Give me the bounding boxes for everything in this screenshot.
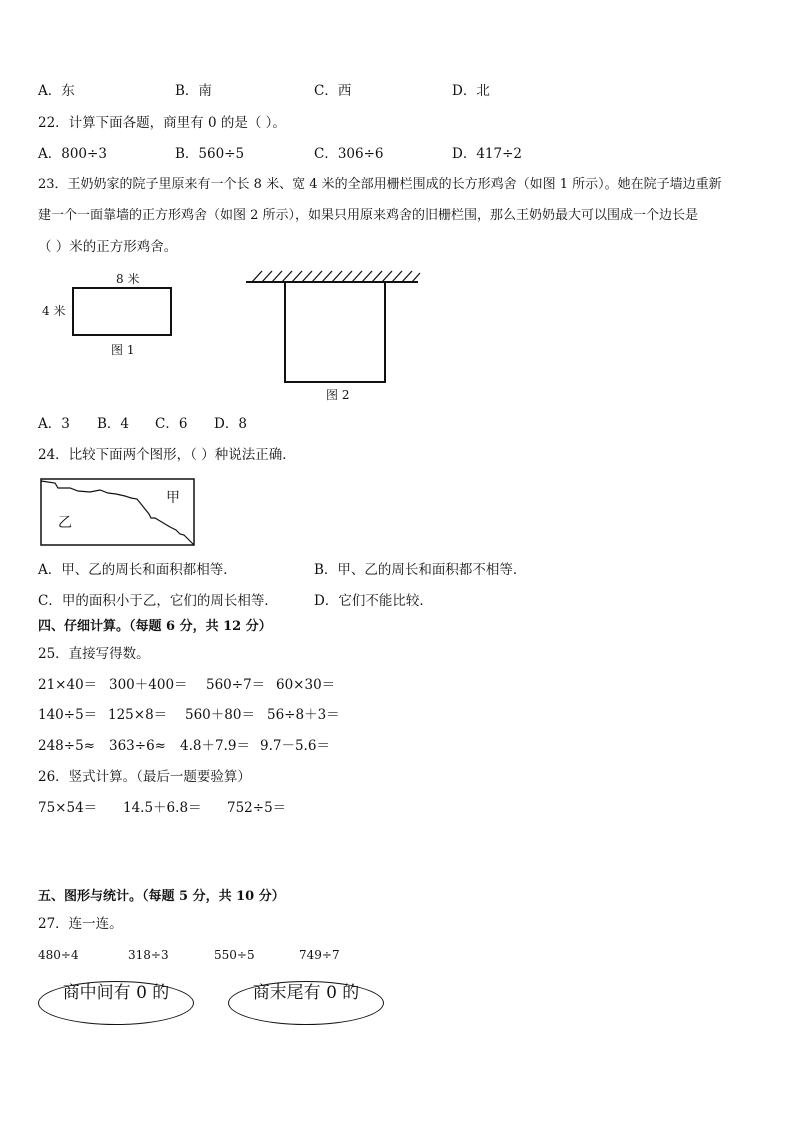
q25-item: 4.8＋7.9＝ <box>180 738 250 754</box>
q25-stem: 25．直接写得数。 <box>38 646 150 662</box>
q25-item: 560÷7＝ <box>206 677 266 693</box>
q23-option-c: C．6 <box>155 416 188 432</box>
fig1-width-label: 4 米 <box>42 304 66 318</box>
q25-item: 9.7－5.6＝ <box>260 738 330 754</box>
q27-item: 749÷7 <box>299 948 340 962</box>
q27-item: 550÷5 <box>214 948 255 962</box>
q25-item: 60×30＝ <box>276 677 336 693</box>
q25-item: 125×8＝ <box>108 707 168 723</box>
q27-oval-middle-zero[interactable] <box>38 981 194 1025</box>
q24-label-jia: 甲 <box>166 490 180 506</box>
q22-option-a: A．800÷3 <box>38 146 107 162</box>
q22-option-c: C．306÷6 <box>314 146 384 162</box>
q21-option-c: C．西 <box>314 83 352 99</box>
q27-item: 318÷3 <box>128 948 169 962</box>
q27-stem: 27．连一连。 <box>38 916 123 932</box>
q27-oval-trailing-zero[interactable] <box>228 981 384 1025</box>
q24-option-d: D．它们不能比较． <box>314 593 433 609</box>
fig2-caption: 图 2 <box>326 388 350 402</box>
q23-option-b: B．4 <box>97 416 130 432</box>
q25-item: 560＋80＝ <box>185 707 255 723</box>
q27-item: 480÷4 <box>38 948 79 962</box>
q24-label-yi: 乙 <box>58 515 72 531</box>
q24-stem: 24．比较下面两个图形，（ ）种说法正确． <box>38 447 296 463</box>
q25-item: 248÷5≈ <box>38 738 95 754</box>
q22-stem: 22．计算下面各题，商里有 0 的是（ ）。 <box>38 115 286 131</box>
q26-item: 752÷5＝ <box>227 800 287 816</box>
q22-option-b: B．560÷5 <box>175 146 245 162</box>
q21-option-d: D．北 <box>452 83 490 99</box>
q26-item: 75×54＝ <box>38 800 98 816</box>
fig1-length-label: 8 米 <box>116 272 140 286</box>
q22-option-d: D．417÷2 <box>452 146 522 162</box>
q27-oval-label: 商末尾有 0 的 <box>252 983 360 1003</box>
fig1-caption: 图 1 <box>111 343 135 357</box>
q27-oval-label: 商中间有 0 的 <box>62 983 170 1003</box>
q25-item: 21×40＝ <box>38 677 98 693</box>
q23-stem-line2: 建一个一面靠墙的正方形鸡舍（如图 2 所示），如果只用原来鸡舍的旧栅栏围，那么王奶奶最大可以围成一个边长是 <box>38 208 699 223</box>
q25-item: 363÷6≈ <box>109 738 166 754</box>
q21-option-a: A．东 <box>38 83 75 99</box>
q23-stem-line3: （ ）米的正方形鸡舍。 <box>38 239 178 255</box>
q23-option-a: A．3 <box>38 416 70 432</box>
q25-item: 56÷8＋3＝ <box>267 707 340 723</box>
q23-option-d: D．8 <box>214 416 247 432</box>
q24-option-c: C．甲的面积小于乙，它们的周长相等． <box>38 593 278 609</box>
section-4-title: 四、仔细计算。（每题 6 分，共 12 分） <box>38 619 272 634</box>
q25-item: 300＋400＝ <box>109 677 188 693</box>
q26-stem: 26．竖式计算。（最后一题要验算） <box>38 769 251 785</box>
q23-stem-line1: 23．王奶奶家的院子里原来有一个长 8 米、宽 4 米的全部用栅栏围成的长方形鸡舍（如图 1 所示）。她在院子墙边重新 <box>38 177 722 192</box>
q24-option-b: B．甲、乙的周长和面积都不相等． <box>314 562 527 578</box>
q25-item: 140÷5＝ <box>38 707 98 723</box>
q24-option-a: A．甲、乙的周长和面积都相等． <box>38 562 237 578</box>
q26-item: 14.5＋6.8＝ <box>123 800 202 816</box>
q21-option-b: B．南 <box>175 83 212 99</box>
section-5-title: 五、图形与统计。（每题 5 分，共 10 分） <box>38 889 285 904</box>
